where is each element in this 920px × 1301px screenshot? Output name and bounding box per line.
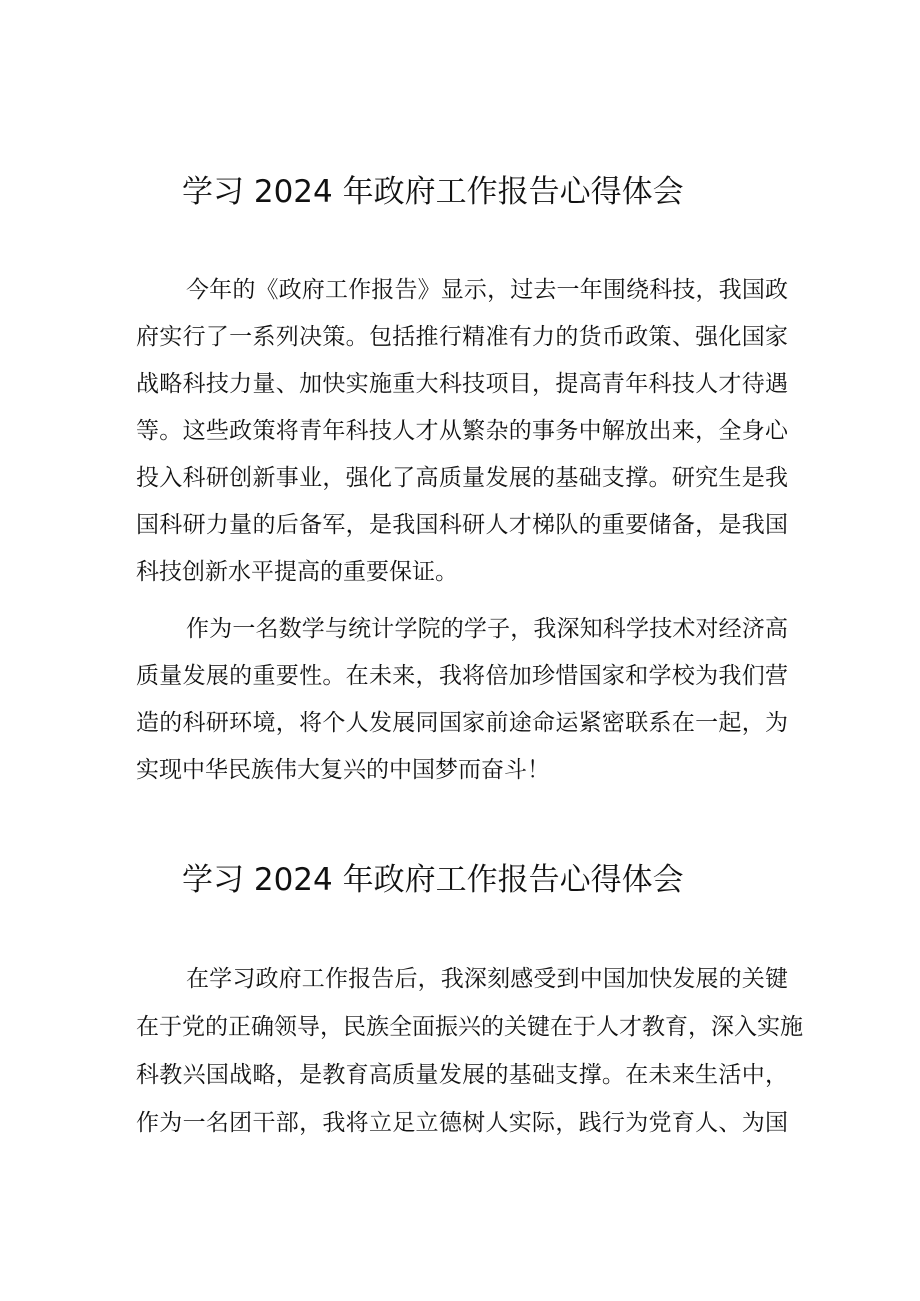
section-1-title: 学习 2024 年政府工作报告心得体会	[182, 174, 684, 210]
paragraph-line: 作为一名团干部，我将立足立德树人实际，践行为党育人、为国	[136, 1110, 788, 1136]
paragraph-line: 作为一名数学与统计学院的学子，我深知科学技术对经济高	[186, 616, 788, 642]
paragraph-line: 投入科研创新事业，强化了高质量发展的基础支撑。研究生是我	[136, 465, 788, 491]
section-2-title: 学习 2024 年政府工作报告心得体会	[182, 862, 684, 898]
paragraph-line: 在学习政府工作报告后，我深刻感受到中国加快发展的关键	[186, 966, 788, 992]
paragraph-line: 造的科研环境，将个人发展同国家前途命运紧密联系在一起，为	[136, 710, 788, 736]
paragraph-line: 实现中华民族伟大复兴的中国梦而奋斗！	[136, 757, 550, 783]
paragraph-line: 今年的《政府工作报告》显示，过去一年围绕科技，我国政	[186, 277, 788, 303]
paragraph-line: 科教兴国战略，是教育高质量发展的基础支撑。在未来生活中，	[136, 1062, 788, 1088]
paragraph-line: 战略科技力量、加快实施重大科技项目，提高青年科技人才待遇	[136, 371, 788, 397]
paragraph-line: 国科研力量的后备军，是我国科研人才梯队的重要储备，是我国	[136, 512, 788, 538]
paragraph-line: 科技创新水平提高的重要保证。	[136, 559, 458, 585]
paragraph-line: 在于党的正确领导，民族全面振兴的关键在于人才教育，深入实施	[136, 1014, 803, 1040]
paragraph-line: 府实行了一系列决策。包括推行精准有力的货币政策、强化国家	[136, 324, 788, 350]
paragraph-line: 等。这些政策将青年科技人才从繁杂的事务中解放出来，全身心	[136, 418, 788, 444]
paragraph-line: 质量发展的重要性。在未来，我将倍加珍惜国家和学校为我们营	[136, 663, 788, 689]
